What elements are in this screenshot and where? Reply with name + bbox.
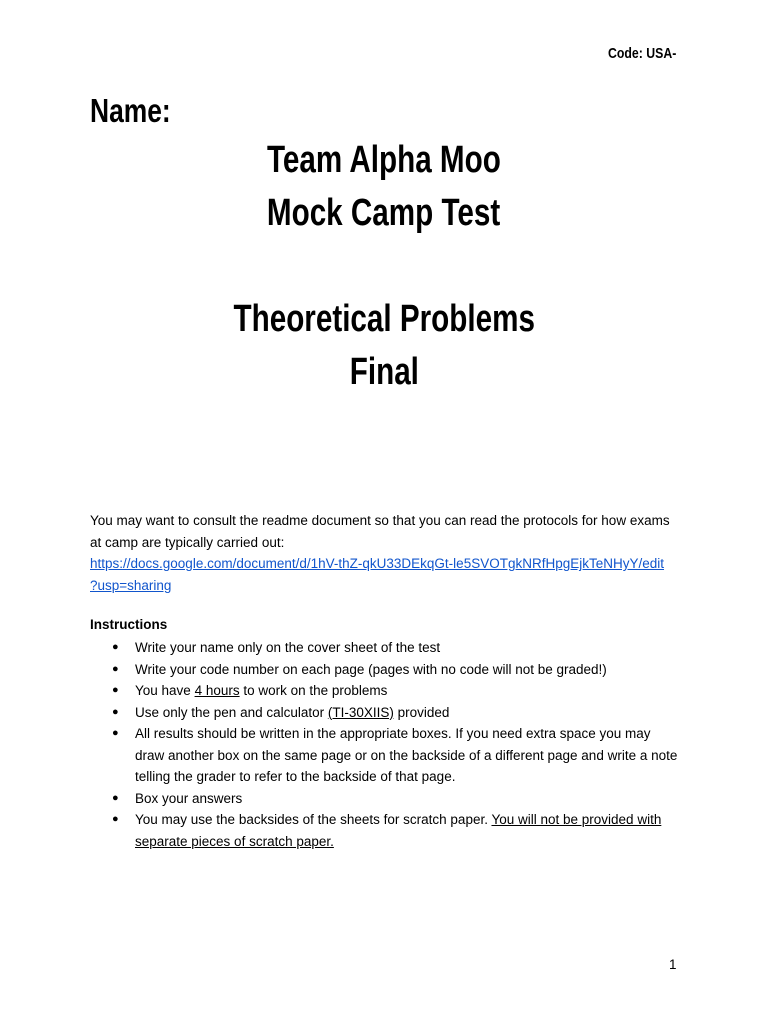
list-item <box>90 788 680 810</box>
readme-link-continued[interactable]: ?usp=sharing <box>90 577 172 593</box>
list-item <box>90 680 680 702</box>
bullet-icon: ● <box>112 684 119 696</box>
code-label: Code: USA- <box>608 45 677 62</box>
list-item <box>90 659 680 681</box>
underlined-text: You will not be provided with separate pieces of scratch paper. <box>135 812 662 849</box>
list-item <box>90 702 680 724</box>
title-line: Mock Camp Test <box>267 192 501 234</box>
list-item-text: You have <box>135 683 195 698</box>
bullet-icon: ● <box>112 705 119 718</box>
list-item-text: Write your name only on the cover sheet of the test <box>135 640 441 655</box>
list-item-text: Box your answers <box>135 790 243 806</box>
subtitle-line: Final <box>349 351 419 393</box>
list-item-text: provided <box>393 704 450 720</box>
list-item <box>90 809 680 852</box>
list-item-text: Use only the pen and calculator <box>135 704 328 720</box>
bullet-icon: ● <box>112 813 119 825</box>
test-subtitle <box>0 293 768 399</box>
list-item-text: All results should be written in the appropriate boxes. If you need extra space you may draw another box on the same page or on the backside of a different page and write a note telling the grader to refer to the backside of that page. <box>135 726 678 784</box>
instructions-list <box>90 637 680 852</box>
instructions-heading: Instructions <box>90 617 168 632</box>
name-label: Name: <box>90 92 171 129</box>
bullet-icon: ● <box>112 662 119 675</box>
list-item-text: to work on the problems <box>239 683 388 698</box>
list-item-text: You may use the backsides of the sheets for scratch paper. <box>135 812 492 827</box>
page-number: 1 <box>669 957 677 972</box>
readme-link[interactable]: https://docs.google.com/document/d/1hV-thZ-qkU33DEkqGt-le5SVOTgkNRfHpgEjkTeNHyY/edit <box>90 556 665 571</box>
list-item-text: Write your code number on each page (pages with no code will not be graded!) <box>135 661 607 677</box>
subtitle-line: Theoretical Problems <box>233 298 535 340</box>
underlined-text: 4 hours <box>194 683 240 698</box>
underlined-text: (TI-30XIIS) <box>327 704 394 720</box>
bullet-icon: ● <box>112 791 119 804</box>
test-title <box>0 134 768 240</box>
list-item <box>90 637 680 659</box>
intro-text: You may want to consult the readme document so that you can read the protocols for how exams at camp are typically carried out: <box>90 513 670 550</box>
bullet-icon: ● <box>112 727 119 739</box>
list-item <box>90 723 680 788</box>
bullet-icon: ● <box>112 641 119 653</box>
title-line: Team Alpha Moo <box>267 139 501 181</box>
intro-paragraph <box>90 510 680 596</box>
